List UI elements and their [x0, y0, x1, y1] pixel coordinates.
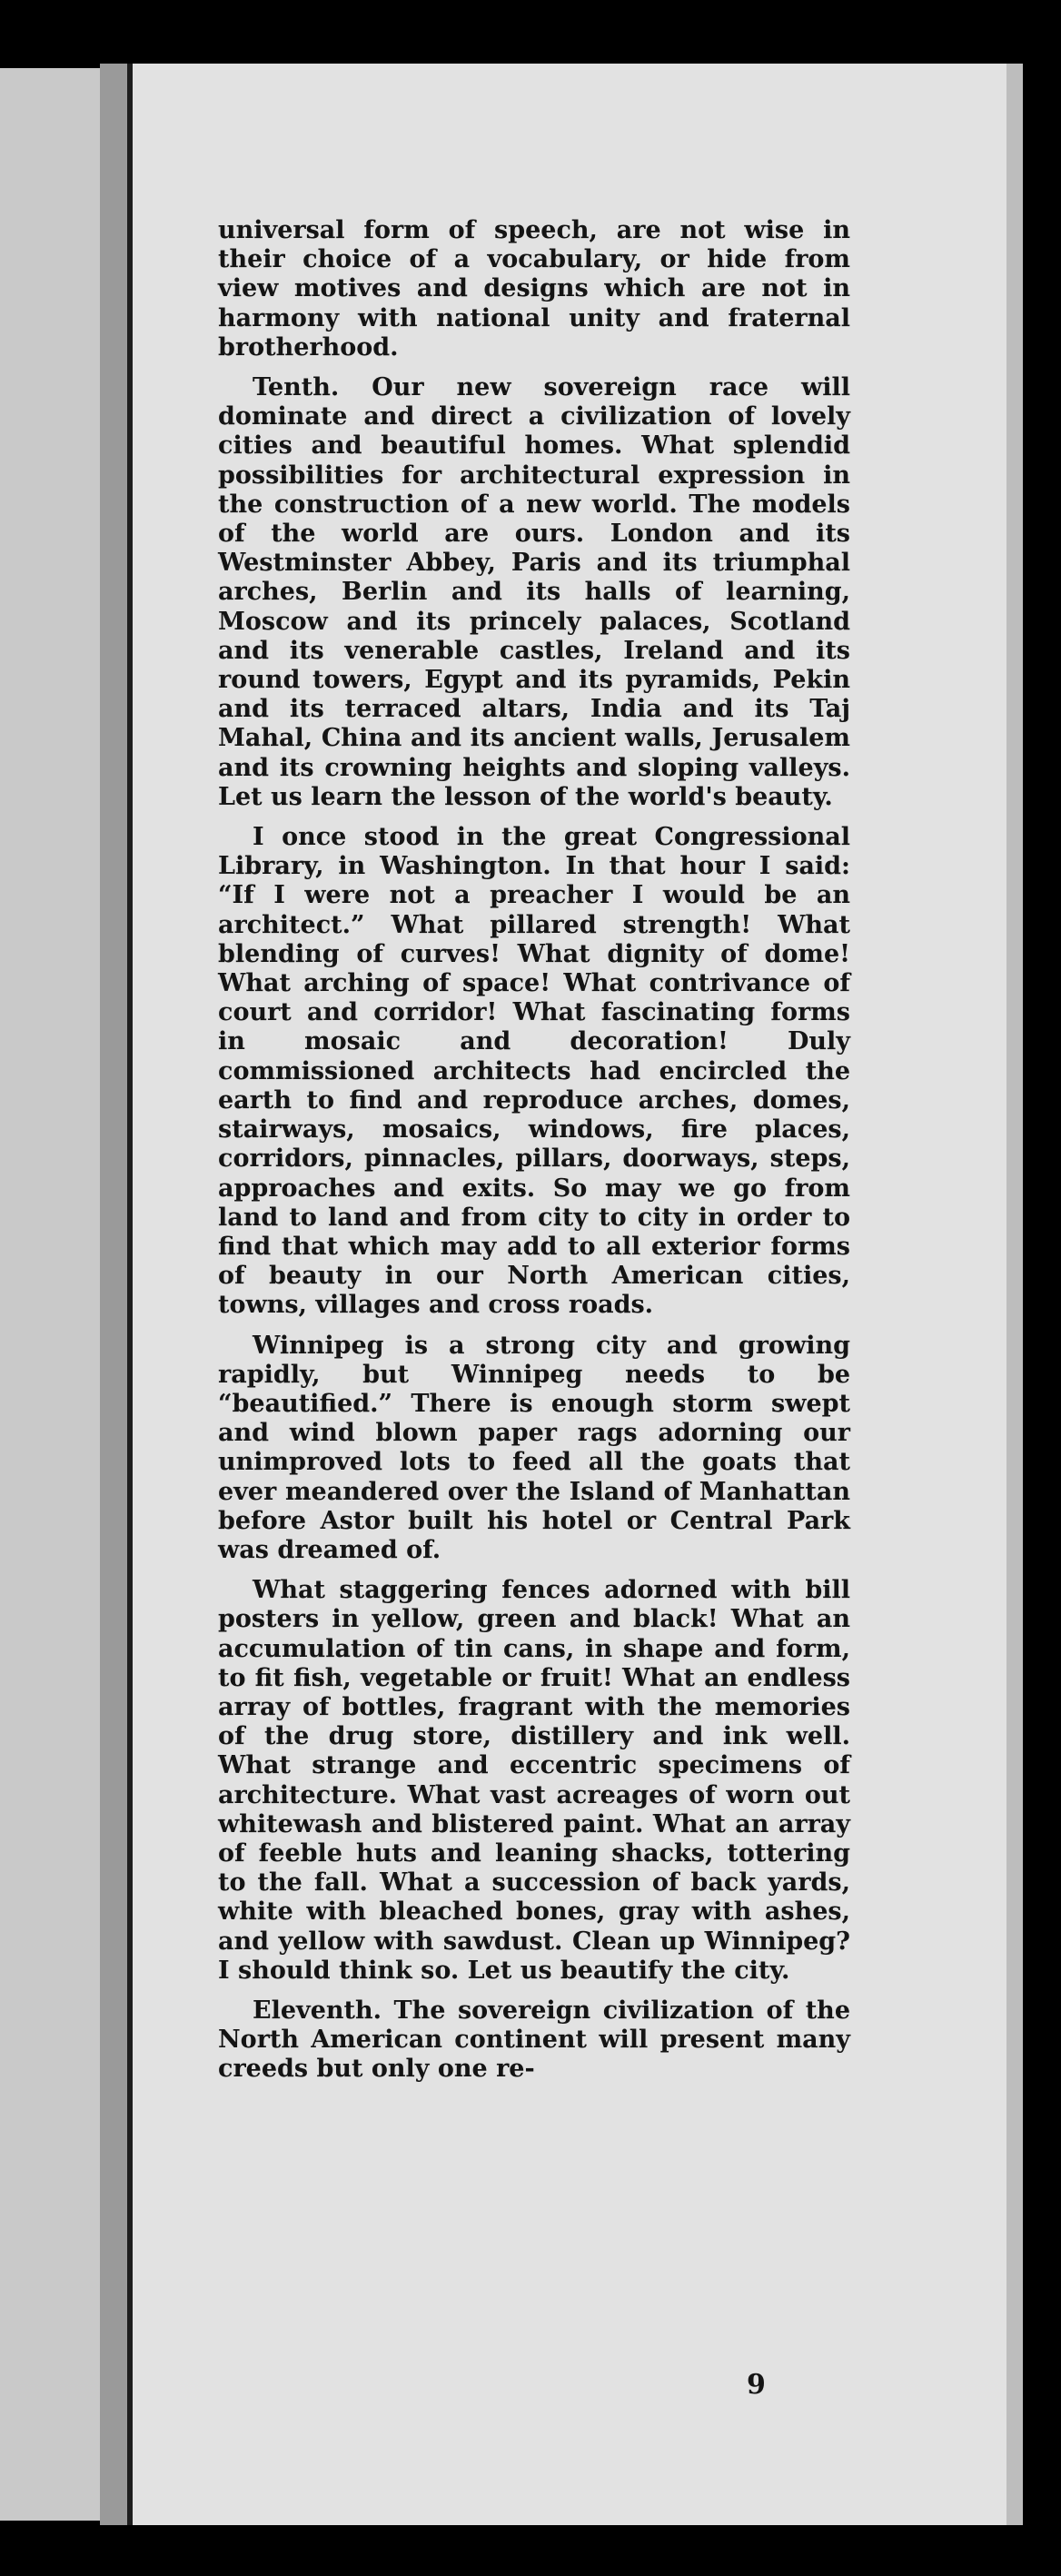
book-page: [127, 64, 1023, 2525]
paragraph-eleventh: Eleventh. The sovereign civilization of the North American continent will present many creeds but only one re-: [218, 1996, 850, 2084]
paragraph-staggering-fences: What staggering fences adorned with bill posters in yellow, green and black! What an accumulation of tin cans, in shape and form, to fit fish, vegetable or fruit! What an endless array of bottles, fragrant with the memories of the drug store, distillery and ink well. What strange and eccentric specimens of architecture. What vast acreages of worn out whitewash and blistered paint. What an array of feeble huts and leaning shacks, tottering to the fall. What a succession of back yards, white with bleached bones, gray with ashes, and yellow with sawdust. Clean up Winnipeg? I should think so. Let us beautify the city.: [218, 1576, 850, 1985]
paragraph-tenth: Tenth. Our new sovereign race will dominate and direct a civilization of lovely cities and beautiful homes. What splendid possibilities for architectural expression in the construction of a new world. The models of the world are ours. London and its Westminster Abbey, Paris and its triumphal arches, Berlin and its halls of learning, Moscow and its princely palaces, Scotland and its venerable castles, Ireland and its round towers, Egypt and its pyramids, Pekin and its terraced altars, India and its Taj Mahal, China and its ancient walls, Jerusalem and its crowning heights and sloping valleys. Let us learn the lesson of the world's beauty.: [218, 373, 850, 811]
paragraph-congressional-library: I once stood in the great Congressional Library, in Washington. In that hour I said: “If I were not a preacher I would be an architect.” What pillared strength! What blending of curves! What dignity of dome! What arching of space! What contrivance of court and corridor! What fascinating forms in mosaic and decoration! Duly commissioned architects had encircled the earth to find and reproduce arches, domes, stairways, mosaics, windows, fire places, corridors, pinnacles, pillars, doorways, steps, approaches and exits. So may we go from land to land and from city to city in order to find that which may add to all exterior forms of beauty in our North American cities, towns, villages and cross roads.: [218, 823, 850, 1320]
adjacent-page-edge: [0, 68, 102, 2521]
paragraph-continuation: universal form of speech, are not wise in their choice of a vocabulary, or hide from view motives and designs which are not in harmony with national unity and fraternal brotherhood.: [218, 216, 850, 362]
page-number: 9: [747, 2369, 766, 2401]
text-column: [218, 216, 850, 2095]
paragraph-winnipeg: Winnipeg is a strong city and growing rapidly, but Winnipeg needs to be “beautified.” There is enough storm swept and wind blown paper rags adorning our unimproved lots to feed all the goats that ever meandered over the Island of Manhattan before Astor built his hotel or Central Park was dreamed of.: [218, 1331, 850, 1564]
